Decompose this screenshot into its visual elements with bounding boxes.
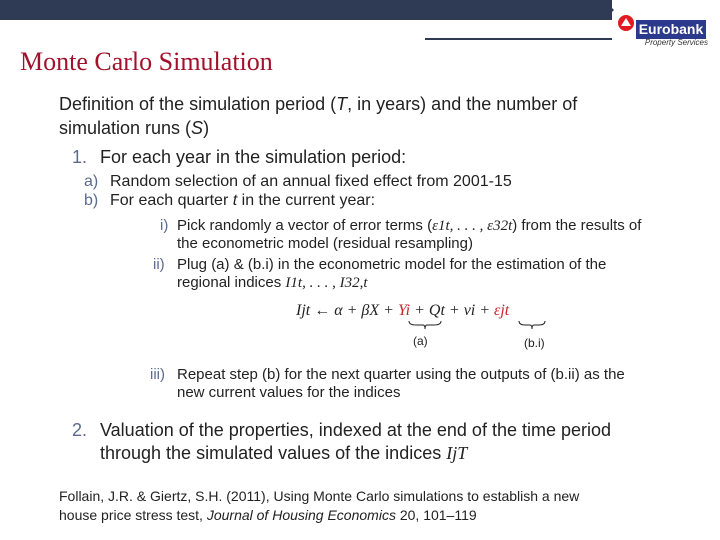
formula-eps: εjt [494,302,510,319]
var-IjT: IjT [446,443,468,463]
intro-line-1 [59,94,577,115]
underbrace-b [518,320,546,330]
header-rule [425,38,612,40]
formula-lhs: Ijt ← α + βX + [296,302,398,319]
var-T: T [336,94,348,114]
reference-line-1: Follain, J.R. & Giertz, S.H. (2011), Using Monte Carlo simulations to establish a new [59,488,580,504]
journal-name: Journal of Housing Economics [206,507,396,523]
header-bar-notch [604,0,614,20]
intro-text: simulation runs ( [59,118,192,138]
var-t: t [232,192,238,209]
reference-text: house price stress test, [59,507,207,523]
step-1-number: 1. [72,147,88,167]
underbrace-a [408,320,442,330]
step-1-text: For each year in the simulation period: [100,147,407,167]
intro-line-2 [59,118,209,139]
error-vector: ε1t, . . . , ε32t [432,218,513,234]
intro-text: Definition of the simulation period ( [59,94,337,114]
item-iii-line-1: Repeat step (b) for the next quarter using the outputs of (b.ii) as the [177,366,625,383]
item-iii-line-2: new current values for the indices [177,384,401,401]
item-i-line-1 [177,217,641,235]
logo-subtitle: Property Services [644,38,708,47]
item-ii-line-1: Plug (a) & (b.i) in the econometric model for the estimation of the [177,256,607,273]
item-i-text: Pick randomly a vector of error terms ( [177,217,433,234]
eurobank-logo-icon [615,14,637,32]
item-b-text [110,192,375,210]
reference-text: 20, 101–119 [395,507,477,523]
item-ii-label: ii) [153,256,165,273]
item-a-label: a) [84,173,99,190]
formula-label-a: (a) [413,334,428,348]
regional-indices: I1t, . . . , I32,t [285,275,368,291]
slide-number: 14 [687,4,700,16]
var-S: S [191,118,204,138]
step-2-text: through the simulated values of the indices [100,443,447,463]
item-b-text-part: For each quarter [110,192,233,209]
item-b-text-part: in the current year: [237,192,376,209]
header-bar [0,0,612,20]
item-iii-label: iii) [150,366,165,383]
intro-text: ) [203,118,210,138]
item-i-line-2: the econometric model (residual resampling) [177,235,473,252]
item-ii-text: regional indices [177,274,286,291]
slide-title: Monte Carlo Simulation [20,47,273,76]
item-i-label: i) [160,217,169,234]
item-b-label: b) [84,192,99,209]
step-2-line-1: Valuation of the properties, indexed at the end of the time period [100,420,612,440]
formula-label-b: (b.i) [524,336,545,350]
reference-line-2 [59,507,477,523]
item-i-text: ) from the results of [512,217,642,234]
logo-name: Eurobank [636,20,706,39]
item-a-text: Random selection of an annual fixed effect from 2001-15 [110,173,512,190]
step-2-line-2 [100,443,467,464]
formula-line [296,302,509,320]
formula-Y: Yi [397,302,411,319]
intro-text: , in years) and the number of [347,94,578,114]
item-ii-line-2 [177,274,367,292]
step-2-number: 2. [72,420,88,440]
formula-mid: + Qt + νi + [410,302,495,319]
econometric-formula [296,302,556,358]
